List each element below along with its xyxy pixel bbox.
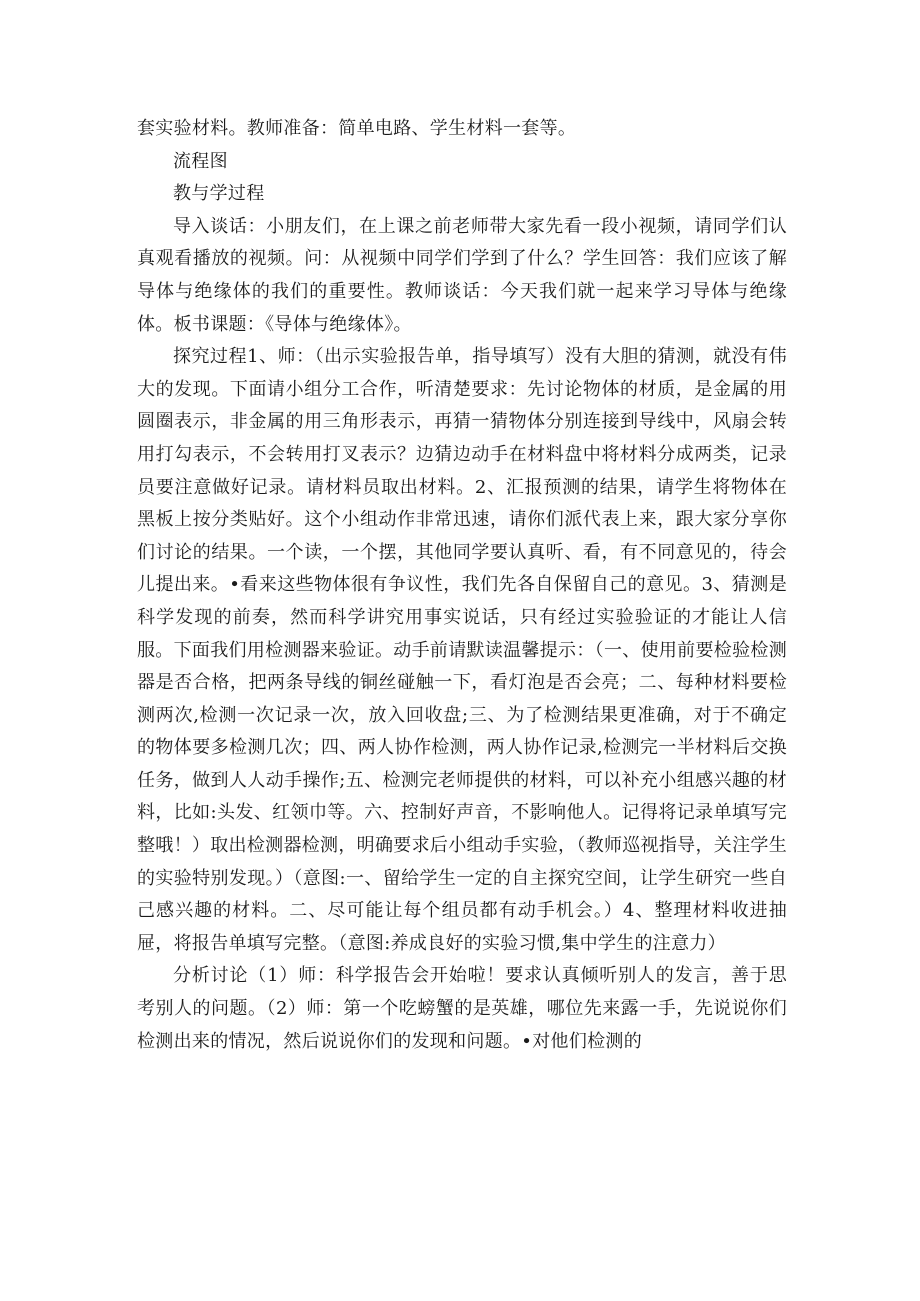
heading-teaching-process: 教与学过程 — [173, 183, 265, 205]
paragraph-introduction: 导入谈话：小朋友们，在上课之前老师带大家先看一段小视频，请同学们认真观看播放的视频。问：从视频中同学们学到了什么？学生回答：我们应该了解导体与绝缘体的我们的重要性。教师谈话：今天我们就一起来学习导体与绝缘体。板书课题：《导体与绝缘体》。 — [137, 215, 787, 335]
paragraph-materials-continuation: 套实验材料。教师准备：简单电路、学生材料一套等。 — [137, 118, 577, 139]
document-body — [137, 113, 787, 1058]
paragraph-analysis-discussion: 分析讨论（1）师：科学报告会开始啦！要求认真倾听别人的发言，善于思考别人的问题。（2）师：第一个吃螃蟹的是英雄，哪位先来露一手，先说说你们检测出来的情况，然后说说你们的发现和问题。•对他们检测的 — [137, 965, 787, 1052]
paragraph-exploration: 探究过程1、师：（出示实验报告单，指导填写）没有大胆的猜测，就没有伟大的发现。下面请小组分工合作，听清楚要求：先讨论物体的材质，是金属的用圆圈表示，非金属的用三角形表示，再猜一猜物体分别连接到导线中，风扇会转用打勾表示，不会转用打叉表示？边猜边动手在材料盘中将材料分成两类，记录员要注意做好记录。请材料员取出材料。2、汇报预测的结果，请学生将物体在黑板上按分类贴好。这个小组动作非常迅速，请你们派代表上来，跟大家分享你们讨论的结果。一个读，一个摆，其他同学要认真听、看，有不同意见的，待会儿提出来。•看来这些物体很有争议性，我们先各自保留自己的意见。3、猜测是科学发现的前奏，然而科学讲究用事实说话，只有经过实验验证的才能让人信服。下面我们用检测器来验证。动手前请默读温馨提示：（一、使用前要检验检测器是否合格，把两条导线的铜丝碰触一下，看灯泡是否会亮；二、每种材料要检测两次,检测一次记录一次，放入回收盘;三、为了检测结果更准确，对于不确定的物体要多检测几次；四、两人协作检测，两人协作记录,检测完一半材料后交换任务，做到人人动手操作;五、检测完老师提供的材料，可以补充小组感兴趣的材料，比如:头发、红领巾等。六、控制好声音，不影响他人。记得将记录单填写完整哦！）取出检测器检测，明确要求后小组动手实验，（教师巡视指导，关注学生的实验特别发现。）（意图:一、留给学生一定的自主探究空间，让学生研究一些自己感兴趣的材料。二、尽可能让每个组员都有动手机会。）4、整理材料收进抽屉，将报告单填写完整。（意图:养成良好的实验习惯,集中学生的注意力） — [137, 346, 787, 954]
heading-flowchart: 流程图 — [173, 150, 228, 172]
